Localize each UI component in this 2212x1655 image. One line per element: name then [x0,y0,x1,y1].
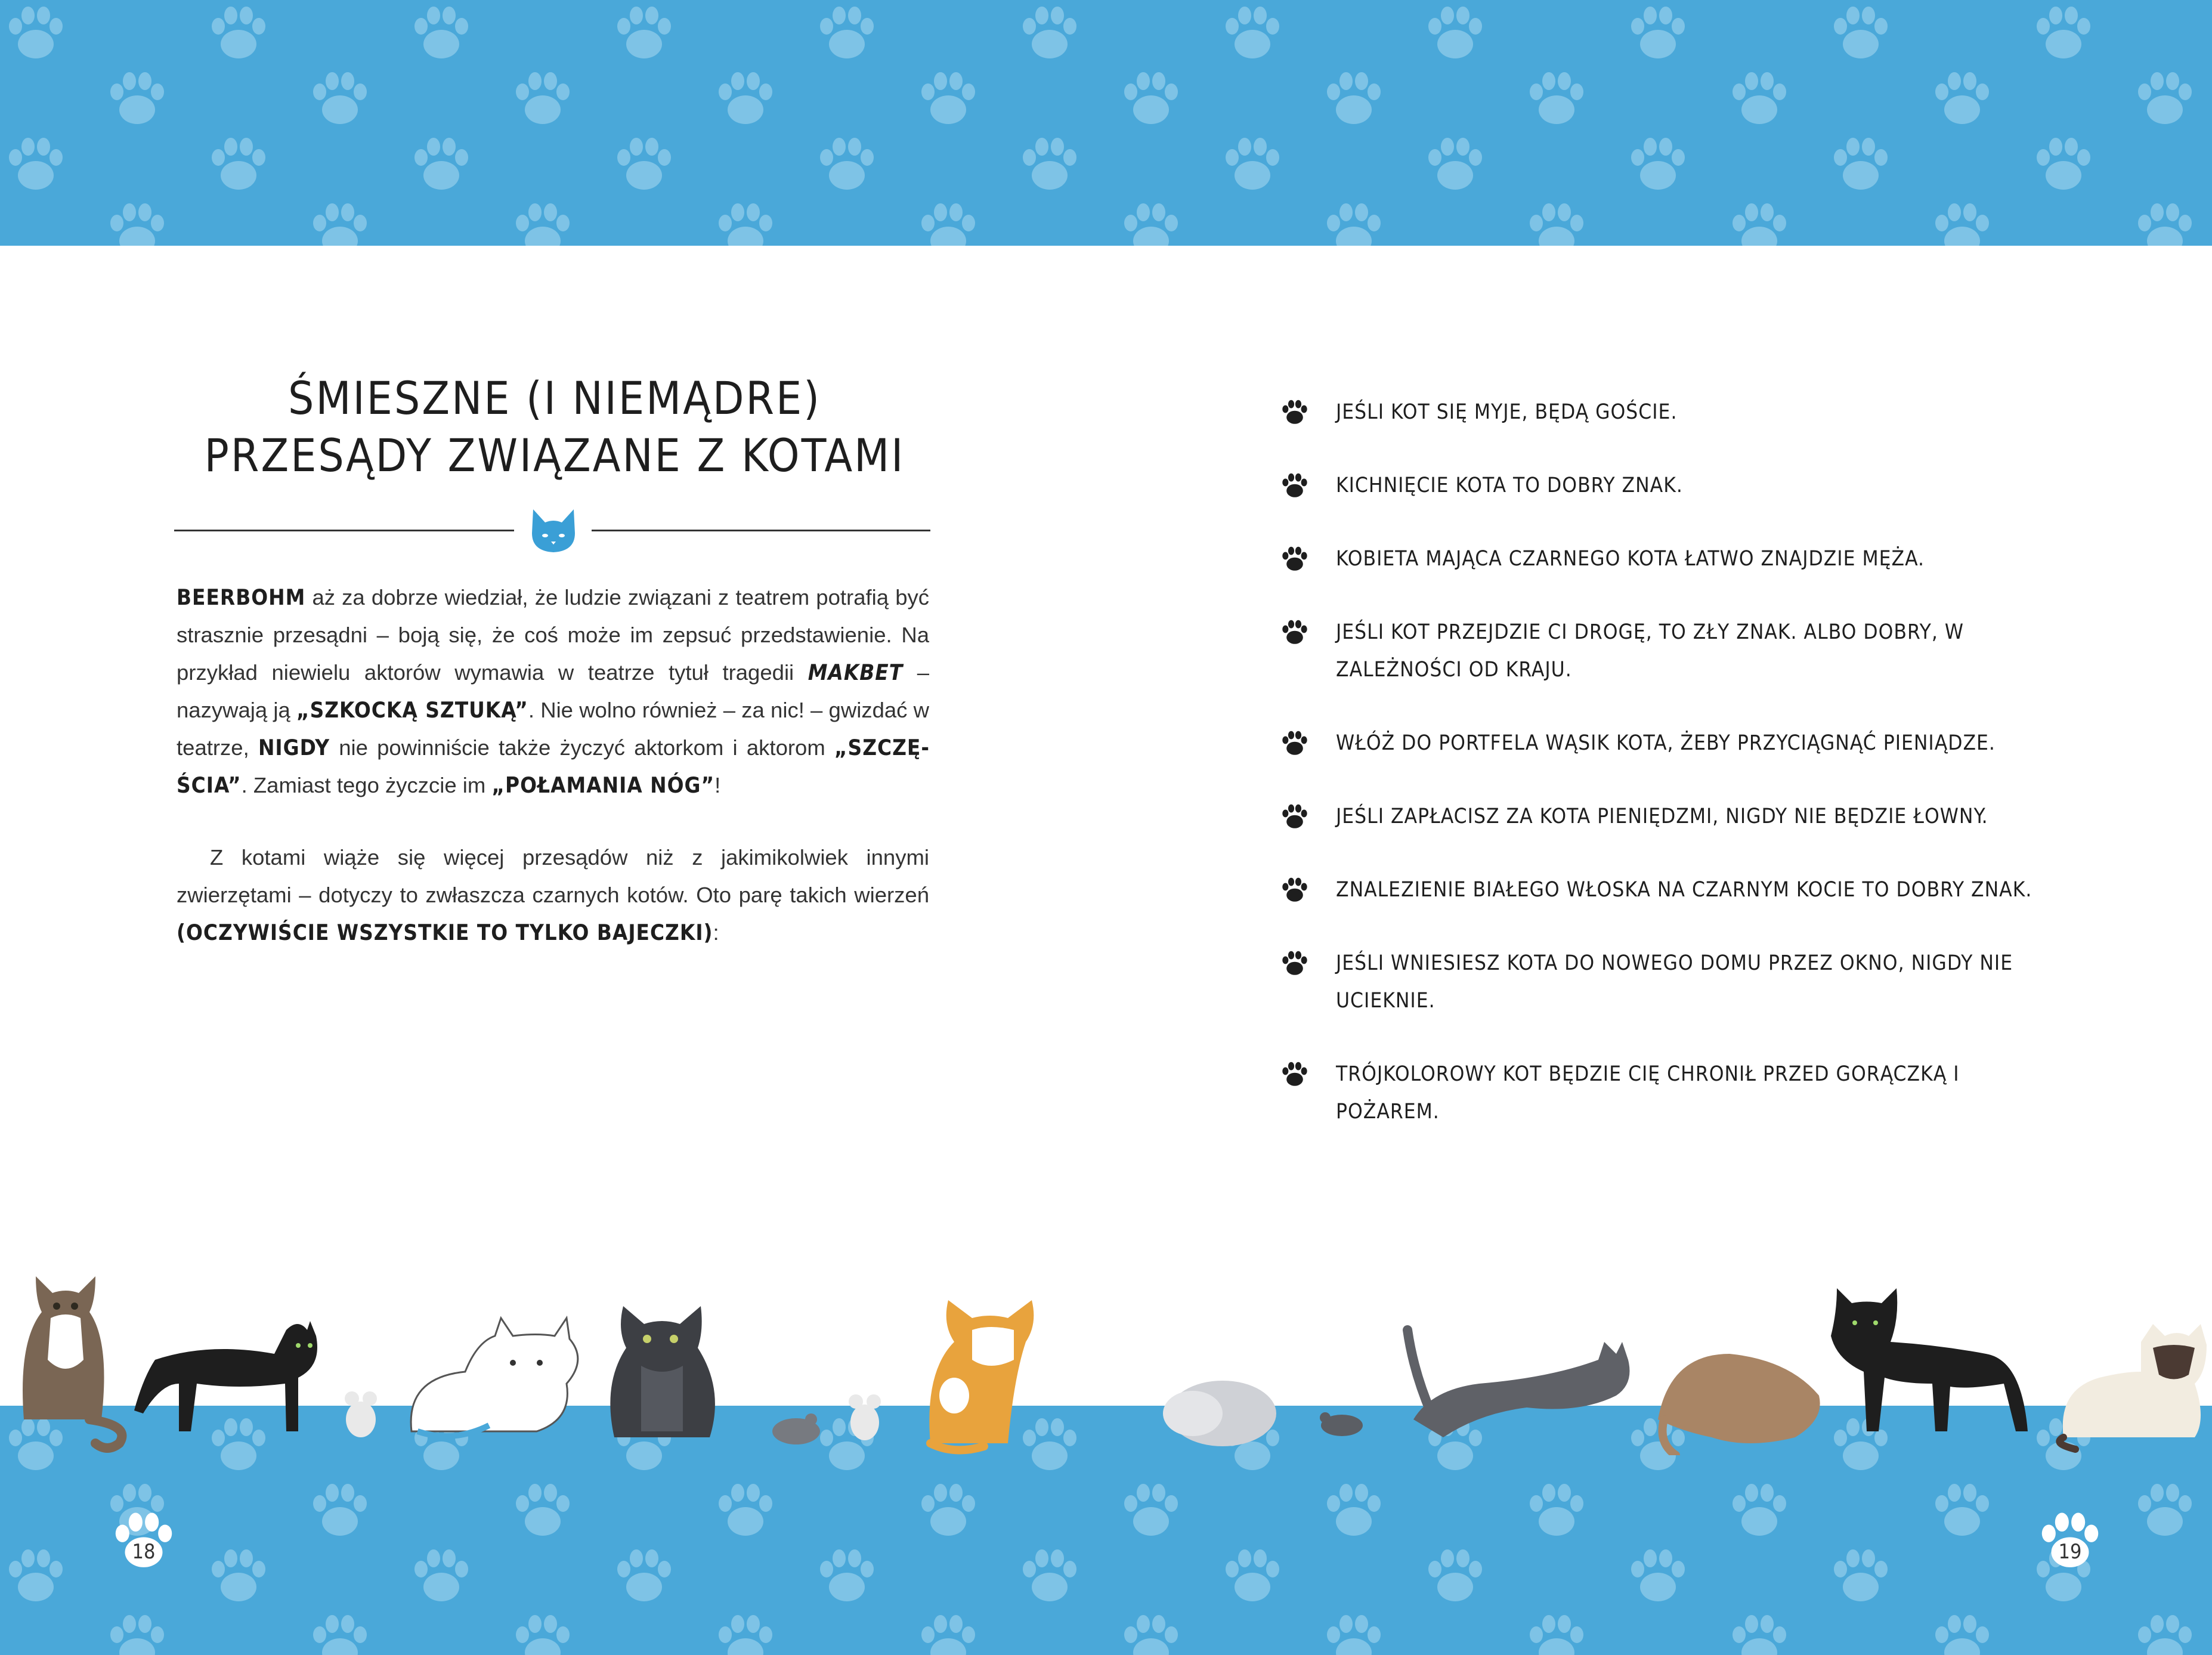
szkocka-sztuka: „SZKOCKĄ SZTUKĄ” [296,697,528,723]
list-item-text: ZNALEZIENIE BIAŁEGO WŁOSKA NA CZARNYM KOCIE TO DOBRY ZNAK. [1336,878,2032,902]
paw-icon [1281,1060,1308,1088]
list-item [1281,1056,2032,1131]
page-number-left [111,1509,177,1574]
list-item-text: JEŚLI ZAPŁACISZ ZA KOTA PIENIĘDZMI, NIGDY NIE BĘDZIE ŁOWNY. [1336,805,1988,828]
grey-fluffy-cat [610,1306,715,1437]
text-span: – nazywają ją [177,660,929,722]
szczescia-word: „SZCZĘŚCIA” [177,735,929,798]
paw-icon [1281,729,1308,757]
list-item [1281,798,2032,836]
list-item [1281,540,2032,578]
paw-pattern [0,0,2212,246]
calico-cat [929,1300,1034,1450]
paw-icon [1281,472,1308,499]
page-number-right [2037,1509,2103,1574]
text-span: ! [714,773,721,797]
sleeping-grey-cat [1163,1381,1276,1446]
page-number-text: 19 [2058,1540,2082,1564]
list-item-text: TRÓJKOLOROWY KOT BĘDZIE CIĘ CHRONIŁ PRZED GORĄCZKĄ I POŻAREM. [1336,1062,1960,1124]
divider-line-left [174,530,514,531]
list-item [1281,467,2032,505]
list-item [1281,394,2032,431]
text-span: nie powinniście także życzyć aktorkom i aktorom [329,735,834,760]
title-line-1: ŚMIESZNE (I NIEMĄDRE) [288,372,821,425]
leaping-grey-cat [1407,1330,1630,1437]
white-mouse-2 [849,1394,881,1440]
black-cat-standing-2 [1831,1288,2028,1431]
list-item [1281,614,2032,689]
paw-icon [1281,803,1308,830]
list-item-text: JEŚLI WNIESIESZ KOTA DO NOWEGO DOMU PRZEZ OKNO, NIGDY NIE UCIEKNIE. [1336,951,2013,1013]
list-item [1281,725,2032,762]
text-span: aż za dobrze wiedział, że ludzie związani z teatrem potrafią być strasznie przesądni – boją się, że coś może im zepsuć przedstawienie. Na przykład niewielu aktorów wymawia w teatrze tytuł tragedii [177,585,929,685]
paw-icon [1281,949,1308,977]
polamania-nog: „POŁAMANIA NÓG” [491,772,715,798]
title-line-2: PRZESĄDY ZWIĄZANE Z KOTAMI [204,429,905,482]
text-span: : [713,920,719,945]
page-number-text: 18 [132,1540,156,1564]
grey-mouse-2 [1320,1412,1363,1436]
siamese-cat [2059,1324,2207,1449]
divider-line-right [592,530,930,531]
list-item-text: KOBIETA MAJĄCA CZARNEGO KOTA ŁATWO ZNAJDZIE MĘŻA. [1336,547,1925,571]
intro-paragraph-2 [177,839,929,951]
superstition-list [1281,394,2032,1131]
paw-icon [1281,876,1308,904]
list-item [1281,871,2032,909]
header-paw-band [0,0,2212,246]
list-item-text: KICHNIĘCIE KOTA TO DOBRY ZNAK. [1336,474,1683,497]
cats-illustration [0,1241,2212,1455]
text-span: Z kotami wiąże się więcej przesądów niż z jakimikolwiek innymi zwierzętami – dotyczy to zwłaszcza czarnych kotów. Oto parę takich wierzeń [177,845,929,907]
fairy-tales-note: (OCZYWIŚCIE WSZYSTKIE TO TYLKO BAJECZKI) [177,920,713,945]
paw-icon [1281,545,1308,573]
text-span: . Zamiast tego życzcie im [241,773,492,797]
white-mouse [345,1391,377,1437]
list-item [1281,945,2032,1020]
intro-paragraph-1 [177,579,929,804]
list-item-text: WŁÓŻ DO PORTFELA WĄSIK KOTA, ŻEBY PRZYCIĄGNĄĆ PIENIĄDZE. [1336,731,1996,755]
cat-head-icon [527,507,580,553]
paw-icon [1281,398,1308,426]
page-title [179,370,930,484]
white-cat-lying [411,1318,578,1436]
brown-cat-lying [1658,1354,1820,1455]
black-cat-standing [134,1321,317,1431]
grey-mouse [772,1413,820,1444]
tabby-cat [23,1276,122,1448]
beerbohm-name: BEERBOHM [177,584,306,610]
nigdy-word: NIGDY [258,735,330,760]
list-item-text: JEŚLI KOT PRZEJDZIE CI DROGĘ, TO ZŁY ZNAK. ALBO DOBRY, W ZALEŻNOŚCI OD KRAJU. [1336,620,1964,682]
paw-icon [1281,618,1308,646]
text-span: . Nie wolno również – za nic! – gwizdać w teatrze, [177,698,929,760]
makbet-title: MAKBET [808,660,904,685]
list-item-text: JEŚLI KOT SIĘ MYJE, BĘDĄ GOŚCIE. [1336,400,1678,424]
